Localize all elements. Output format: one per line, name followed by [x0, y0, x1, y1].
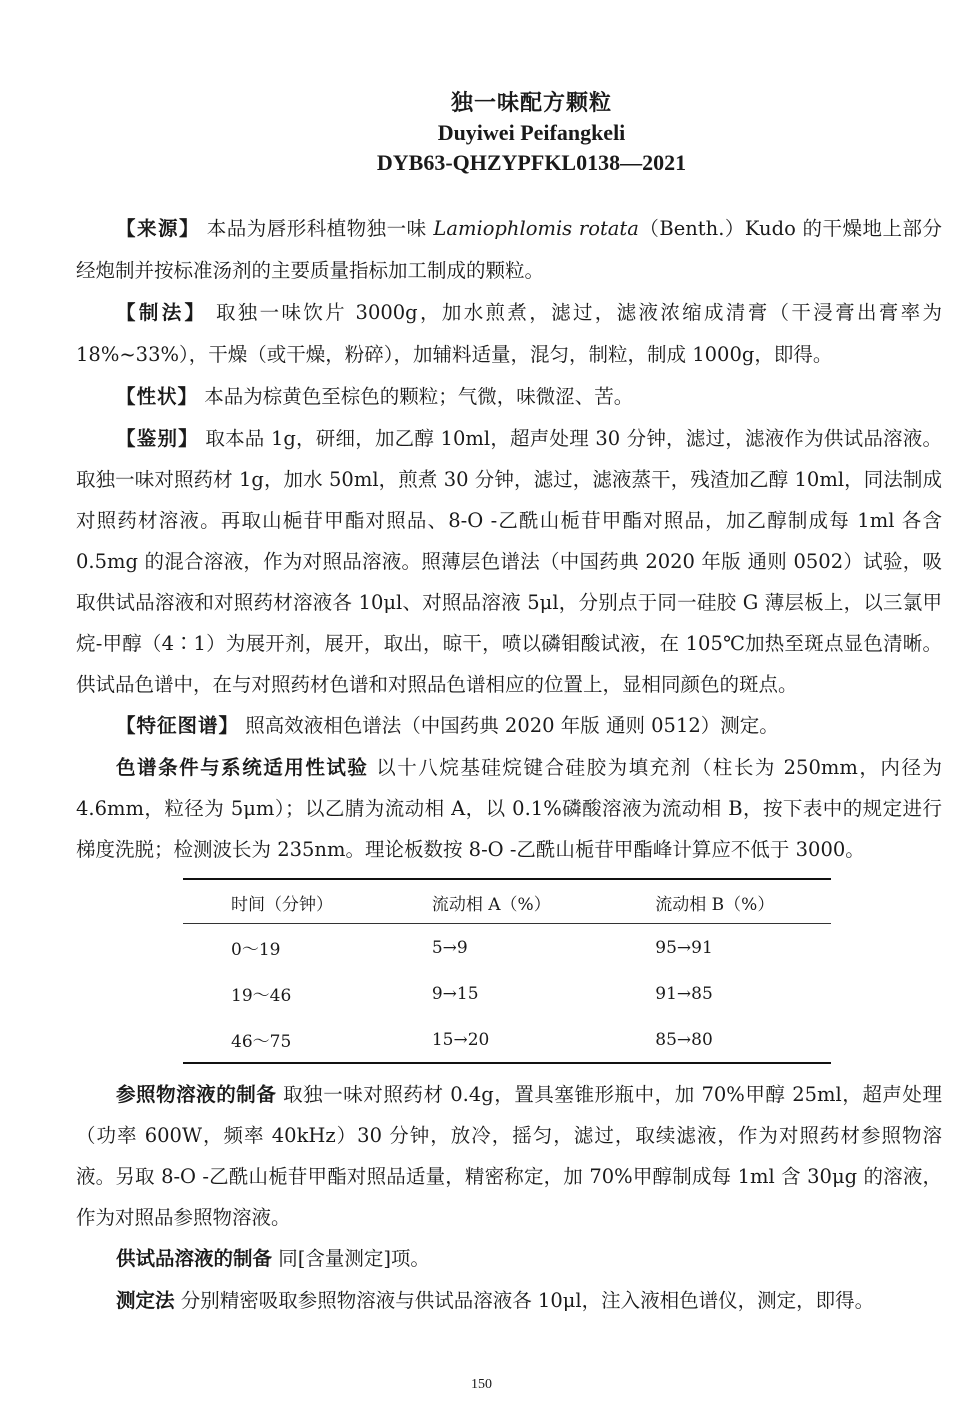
heading-test-solution: 供试品溶液的制备 — [116, 1247, 273, 1270]
heading-character: 【性状】 — [116, 385, 199, 408]
table-cell: 0～19 — [231, 940, 281, 960]
document-body — [76, 208, 942, 1322]
heading-identification: 【鉴别】 — [116, 427, 199, 450]
section-source — [76, 208, 942, 292]
identification-text: 取本品 1g，研细，加乙醇 10ml，超声处理 30 分钟，滤过，滤液作为供试品溶液。取独一味对照药材 1g，加水 50ml，煎煮 30 分钟，滤过，滤液蒸干，残渣加乙醇 10ml，同法制成对照药材溶液。再取山梔苷甲酯对照品、8-O -乙酰山栀苷甲酯对照品，加乙醇制成每 1ml 各含 0.5mg 的混合溶液，作为对照品溶液。照薄层色谱法（中国药典 2020 年版 通则 0502）试验，吸取供试品溶液和对照药材溶液各 10μl、对照品溶液 5μl，分别点于同一硅胶 G 薄层板上，以三氯甲烷-甲醇（4∶1）为展开剂，展开，取出，晾干，喷以磷钼酸试液，在 105℃加热至斑点显色清晰。供试品色谱中，在与对照药材色谱和对照品色谱相应的位置上，显相同颜色的斑点。 — [76, 427, 942, 696]
character-text: 本品为棕黄色至棕色的颗粒；气微，味微涩、苦。 — [204, 385, 634, 408]
section-test-solution — [76, 1238, 942, 1280]
gradient-table — [183, 878, 831, 1064]
heading-source: 【来源】 — [116, 217, 200, 240]
title-pinyin: Duyiwei Peifangkeli — [437, 120, 626, 145]
section-identification — [76, 418, 942, 705]
reference-solution-text: 取独一味对照药材 0.4g，置具塞锥形瓶中，加 70%甲醇 25ml，超声处理（功率 600W，频率 40kHz）30 分钟，放冷，摇匀，滤过，取续滤液，作为对照药材参照物溶液。另取 8-O -乙酰山栀苷甲酯对照品适量，精密称定，加 70%甲醇制成每 1ml 含 30μg 的溶液，作为对照品参照物溶液。 — [76, 1083, 942, 1229]
heading-assay: 测定法 — [116, 1289, 175, 1312]
fingerprint-text: 照高效液相色谱法（中国药典 2020 年版 通则 0512）测定。 — [245, 714, 779, 737]
table-cell: 91→85 — [655, 983, 713, 1004]
table-cell: 15→20 — [384, 1016, 607, 1063]
table-header-phase-b: 流动相 B（%） — [607, 879, 831, 924]
table-cell: 5→9 — [431, 937, 468, 958]
table-row — [183, 924, 831, 971]
section-assay — [76, 1280, 942, 1322]
table-cell: 46～75 — [183, 1016, 384, 1063]
heading-fingerprint: 【特征图谱】 — [116, 714, 240, 737]
source-text-before: 本品为唇形科植物独一味 — [206, 217, 427, 240]
conditions-text: 以十八烷基硅烷键合硅胶为填充剂（柱长为 250mm，内径为 4.6mm，粒径为 5μm）；以乙腈为流动相 A，以 0.1%磷酸溶液为流动相 B，按下表中的规定进行梯度洗脱；检测波长为 235nm。理论板数按 8-O -乙酰山栀苷甲酯峰计算应不低于 3000。 — [76, 756, 942, 861]
table-header-row — [183, 879, 831, 924]
table-cell: 9→15 — [431, 983, 479, 1004]
source-text-after: （Benth.）Kudo 的干燥地上部分经炮制并按标准汤剂的主要质量指标加工制成的颗粒。 — [76, 217, 942, 282]
table-cell: 85→80 — [607, 1016, 831, 1063]
table-row — [183, 970, 831, 1016]
method-text: 取独一味饮片 3000g，加水煎煮，滤过，滤液浓缩成清膏（干浸膏出膏率为 18%~33%），干燥（或干燥，粉碎），加辅料适量，混匀，制粒，制成 1000g，即得。 — [76, 301, 942, 366]
heading-conditions: 色谱条件与系统适用性试验 — [116, 756, 369, 779]
section-character — [76, 376, 942, 418]
table-header-time: 时间（分钟） — [183, 879, 384, 924]
standard-code: DYB63-QHZYPFKL0138—2021 — [376, 150, 687, 175]
section-method — [76, 292, 942, 376]
table-cell: 95→91 — [655, 937, 713, 958]
table-header-phase-a: 流动相 A（%） — [384, 879, 607, 924]
table-row — [183, 1016, 831, 1063]
test-solution-text: 同[含量测定]项。 — [278, 1247, 430, 1270]
title-chinese: 独一味配方颗粒 — [450, 90, 612, 116]
assay-text: 分别精密吸取参照物溶液与供试品溶液各 10μl，注入液相色谱仪，测定，即得。 — [180, 1289, 875, 1312]
section-reference-solution — [76, 1074, 942, 1238]
heading-reference-solution: 参照物溶液的制备 — [116, 1083, 277, 1106]
heading-method: 【制法】 — [116, 301, 208, 324]
page-number: 150 — [471, 1377, 492, 1392]
section-fingerprint — [76, 705, 942, 747]
section-conditions — [76, 747, 942, 870]
table-cell: 19～46 — [231, 986, 292, 1006]
title-block — [0, 88, 963, 178]
source-latin-name: Lamiophlomis rotata — [433, 217, 639, 240]
